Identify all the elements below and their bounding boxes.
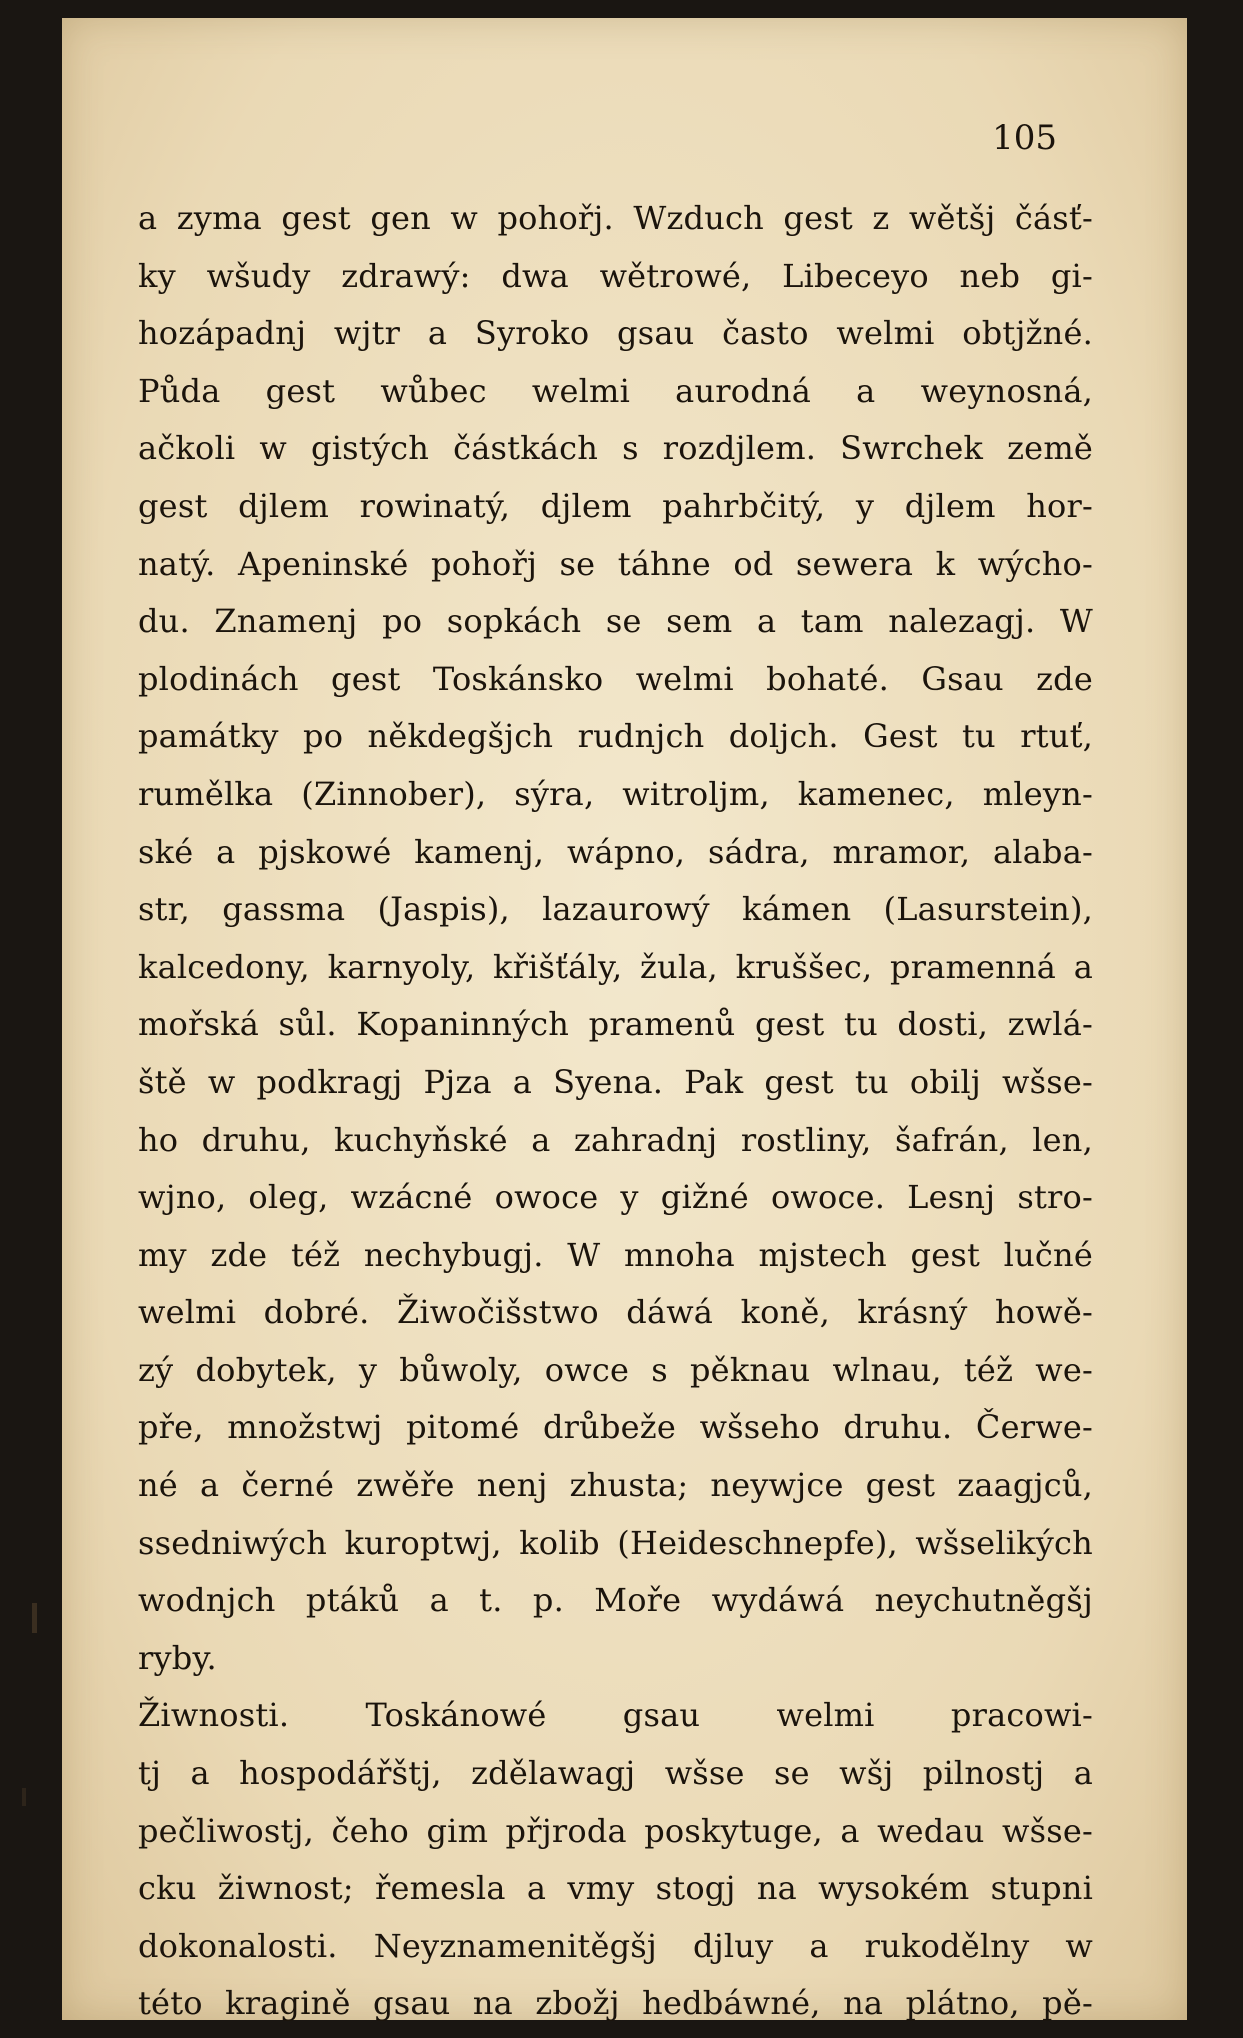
text-line: této kragině gsau na zbožj hedbáwné, na plátno, pě- [138, 1984, 1093, 2023]
text-line: kalcedony, karnyoly, křišťály, žula, kruššec, pramenná a [138, 947, 1093, 986]
text-line: né a černé zwěře nenj zhusta; neywjce gest zaagjců, [138, 1466, 1093, 1505]
text-line: natý. Apeninské pohořj se táhne od sewera k wýcho- [138, 544, 1093, 583]
text-line: du. Znamenj po sopkách se sem a tam nalezagj. W [138, 602, 1093, 641]
text-line: pře, množstwj pitomé drůbeže wšseho druhu. Čerwe- [138, 1408, 1093, 1447]
text-line: Žiwnosti. Toskánowé gsau welmi pracowi- [138, 1696, 1093, 1735]
text-line: mořská sůl. Kopaninných pramenů gest tu dosti, zwlá- [138, 1005, 1093, 1044]
text-line: ště w podkragj Pjza a Syena. Pak gest tu obilj wšse- [138, 1062, 1093, 1101]
book-page [62, 18, 1187, 2023]
text-line: plodinách gest Toskánsko welmi bohaté. Gsau zde [138, 659, 1093, 698]
text-line: my zde též nechybugj. W mnoha mjstech gest lučné [138, 1235, 1093, 1274]
text-line: dokonalosti. Neyznamenitěgšj djluy a rukodělny w [138, 1926, 1093, 1965]
text-body [138, 190, 1093, 2033]
text-line: cku žiwnost; řemesla a vmy stogj na wysokém stupni [138, 1869, 1093, 1908]
text-line: rumělka (Zinnober), sýra, witroljm, kamenec, mleyn- [138, 774, 1093, 813]
text-line: ačkoli w gistých částkách s rozdjlem. Swrchek země [138, 429, 1093, 468]
text-line: gest djlem rowinatý, djlem pahrbčitý, y djlem hor- [138, 486, 1093, 525]
text-line: ryby. [138, 1638, 217, 1677]
text-line: ské a pjskowé kamenj, wápno, sádra, mramor, alaba- [138, 832, 1093, 871]
page-number: 105 [992, 118, 1057, 158]
text-line: zý dobytek, y bůwoly, owce s pěknau wlnau, též we- [138, 1350, 1093, 1389]
text-line: tj a hospodářštj, zdělawagj wšse se wšj pilnostj a [138, 1754, 1093, 1793]
text-line: welmi dobré. Žiwočišstwo dáwá koně, krásný howě- [138, 1293, 1093, 1332]
text-line: Půda gest wůbec welmi aurodná a weynosná, [138, 371, 1093, 410]
margin-mark [32, 1603, 37, 1633]
text-line: a zyma gest gen w pohořj. Wzduch gest z wětšj čásť- [138, 199, 1093, 237]
text-line: památky po někdegšjch rudnjch doljch. Gest tu rtuť, [138, 717, 1093, 756]
text-line: ho druhu, kuchyňské a zahradnj rostliny, šafrán, len, [138, 1120, 1093, 1159]
text-line: ssedniwých kuroptwj, kolib (Heideschnepfe), wšselikých [138, 1523, 1093, 1562]
text-line: str, gassma (Jaspis), lazaurowý kámen (Lasurstein), [138, 890, 1093, 929]
margin-mark [22, 1788, 26, 1806]
text-line: wodnjch ptáků a t. p. Moře wydáwá neychutněgšj [138, 1581, 1093, 1620]
text-line: pečliwostj, čeho gim přjroda poskytuge, a wedau wšse- [138, 1811, 1093, 1850]
text-line: wjno, oleg, wzácné owoce y gižné owoce. Lesnj stro- [138, 1178, 1093, 1217]
text-line: hozápadnj wjtr a Syroko gsau často welmi obtjžné. [138, 314, 1093, 353]
text-line: ky wšudy zdrawý: dwa wětrowé, Libeceyo neb gi- [138, 256, 1093, 295]
